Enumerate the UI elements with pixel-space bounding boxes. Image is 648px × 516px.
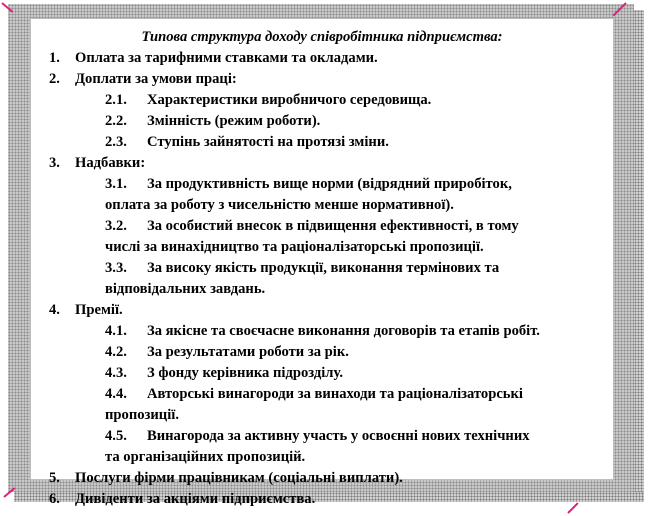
sub-item-continuation: числі за винахідництво та раціоналізаторські пропозиції. [105, 239, 484, 255]
sub-item-number: 3.3. [105, 260, 127, 276]
item-text: Премії. [75, 302, 123, 318]
item-text: Послуги фірми працівникам (соціальні виплати). [75, 470, 403, 486]
list-item [49, 69, 609, 90]
sub-item-text: За якісне та своєчасне виконання договорів та етапів робіт. [147, 323, 540, 339]
item-number: 6. [49, 491, 60, 507]
sub-item-number: 2.3. [105, 134, 127, 150]
item-text: Дивіденти за акціями підприємства. [75, 491, 316, 507]
item-number: 1. [49, 50, 60, 66]
list-item [49, 48, 609, 69]
sub-item-text: З фонду керівника підрозділу. [147, 365, 343, 381]
sub-item-continuation: відповідальних завдань. [105, 281, 266, 297]
sub-item-number: 4.2. [105, 344, 127, 360]
text-box [30, 18, 614, 507]
heading: Типова структура доходу співробітника підприємства: [141, 29, 503, 45]
sub-item-line: За особистий внесок в підвищення ефективності, в тому [147, 218, 519, 234]
sub-item-number: 4.3. [105, 365, 127, 381]
sub-item-continuation: пропозиції. [105, 407, 179, 423]
item-text: Надбавки: [75, 155, 146, 171]
item-number: 4. [49, 302, 60, 318]
sub-item-number: 4.1. [105, 323, 127, 339]
sub-item-text: За результатами роботи за рік. [147, 344, 349, 360]
sub-item [49, 111, 609, 132]
sub-item [49, 258, 609, 300]
sub-item-number: 2.1. [105, 92, 127, 108]
sub-item [49, 321, 609, 342]
sub-item [49, 90, 609, 111]
item-number: 2. [49, 71, 60, 87]
sub-item-line: Винагорода за активну участь у освоєнні нових технічних [147, 428, 530, 444]
sub-item-text: Ступінь зайнятості на протязі зміни. [147, 134, 389, 150]
item-text: Оплата за тарифними ставками та окладами. [75, 50, 378, 66]
sub-item [49, 342, 609, 363]
sub-item-number: 4.4. [105, 386, 127, 402]
list-item [49, 468, 609, 489]
sub-item-line: Авторські винагороди за винаходи та раціоналізаторські [147, 386, 523, 402]
sub-item [49, 216, 609, 258]
sub-item-number: 2.2. [105, 113, 127, 129]
sub-item-continuation: та організаційних пропозицій. [105, 449, 306, 465]
item-number: 5. [49, 470, 60, 486]
sub-item-continuation: оплата за роботу з чисельністю менше нормативної). [105, 197, 454, 213]
sub-item [49, 132, 609, 153]
item-text: Доплати за умови праці: [75, 71, 237, 87]
list-item [49, 300, 609, 321]
list-item [49, 489, 609, 510]
sub-item [49, 363, 609, 384]
sub-item [49, 384, 609, 426]
item-number: 3. [49, 155, 60, 171]
sub-item [49, 426, 609, 468]
sub-item-number: 3.2. [105, 218, 127, 234]
shadow-right [634, 10, 644, 498]
sub-item-text: Характеристики виробничого середовища. [147, 92, 432, 108]
sub-item-line: За продуктивність вище норми (відрядний приробіток, [147, 176, 512, 192]
sub-item-number: 3.1. [105, 176, 127, 192]
sub-item [49, 174, 609, 216]
list-item [49, 153, 609, 174]
sub-item-line: За високу якість продукції, виконання термінових та [147, 260, 500, 276]
sub-item-number: 4.5. [105, 428, 127, 444]
sub-item-text: Змінність (режим роботи). [147, 113, 321, 129]
